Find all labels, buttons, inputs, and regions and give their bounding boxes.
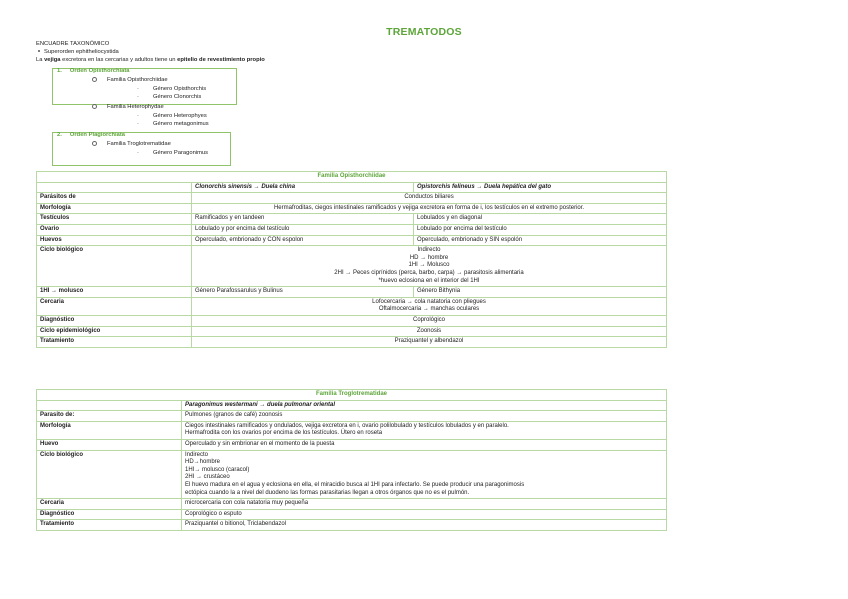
opisthorchiidae-table: [36, 171, 667, 348]
family2-line: Familia Heterophydae: [92, 104, 164, 111]
table-row: Diagnóstico Coprológico o esputo: [37, 509, 667, 520]
table-row: Diagnóstico Coprológico: [37, 315, 667, 326]
table-row: Testículos Ramificados y en tandeen Lobulados y en diagonal: [37, 214, 667, 225]
table-row: Morfología Hermafroditas, ciegos intestinales ramificados y vejiga excretora en forma de i, los testículos en el extremo posterior.: [37, 203, 667, 214]
table2-header: Familia Troglotrematidae: [37, 390, 667, 401]
table2-corner: [37, 400, 182, 411]
genus2b-line: · Género metagonimus: [137, 121, 209, 127]
table-row: Ciclo epidemiológico Zoonosis: [37, 326, 667, 337]
family3-line: Familia Troglotrematidae: [92, 141, 171, 148]
table2-subheader: Paragonimus westermani → duela pulmonar oriental: [182, 400, 667, 411]
genus2a-line: · Género Heterophyes: [137, 113, 207, 119]
table-row: Cercaria Lofocercaria → cola natatoria con pliegues Oftalmocercaria → manchas oculares: [37, 297, 667, 315]
table-row: Tratamiento Praziquantel o bitionol, Triclabendazol: [37, 520, 667, 531]
order1-line: 1. Orden Opisthorchiata: [57, 68, 130, 74]
bullet-icon: [38, 50, 40, 52]
table-row: Ciclo biológico Indirecto HD → hombre 1HI → Molusco 2HI → Peces ciprínidos (perca, barbo, carpa) → parasitosis alimentaria *huevo eclosiona en el interior del 1HI: [37, 246, 667, 287]
table-row: Cercaria microcercaria con cola natatoria muy pequeña: [37, 499, 667, 510]
table-row: Ciclo biológico Indirecto HD→hombre 1HI→ molusco (caracol) 2HI → crustáceo El huevo madura en el agua y eclosiona en ella, el miracidio busca al 1HI para infectarlo. Se puede producir una paragonimosis ectópica cuando la a nivel del duodeno las formas parasitarias llegan a otros órganos que no es el pulmón.: [37, 450, 667, 499]
troglotrematidae-table: [36, 389, 667, 531]
circle-bullet-icon: [92, 77, 97, 82]
circle-bullet-icon: [92, 141, 97, 146]
table-row: Huevo Operculado y sin embrionar en el momento de la puesta: [37, 439, 667, 450]
table-row: Parásitos de Conductos biliares: [37, 193, 667, 204]
table1-col1-header: Clonorchis sinensis → Duela china: [192, 182, 414, 193]
superorder-line: Superorden ephitheliocystida: [38, 49, 119, 56]
genus1b-line: · Género Clonorchis: [137, 94, 202, 100]
family1-line: Familia Opisthorchiidae: [92, 77, 168, 84]
genus3a-line: · Género Paragonimus: [137, 150, 209, 156]
table1-corner: [37, 182, 192, 193]
table-row: 1HI → molusco Género Parafossarulus y Bulinus Género Bithynia: [37, 287, 667, 298]
table-row: Tratamiento Praziquantel y albendazol: [37, 337, 667, 348]
table1-col2-header: Opistorchis felineus → Duela hepática del gato: [414, 182, 667, 193]
circle-bullet-icon: [92, 104, 97, 109]
genus1a-line: · Género Opisthorchis: [137, 86, 207, 92]
taxonomy-heading: ENCUADRE TAXONÓMICO: [36, 41, 110, 47]
page-title: TREMATODOS: [386, 26, 462, 38]
table-row: Parasito de: Pulmones (granos de café) zoonosis: [37, 411, 667, 422]
order2-line: 2. Orden Plagiorchiata: [57, 132, 125, 138]
table-row: Ovario Lobulado y por encima del testículo Lobulado por encima del testículo: [37, 224, 667, 235]
table-row: Huevos Operculado, embrionado y CON espolon Operculado, embrionado y SIN espolón: [37, 235, 667, 246]
table-row: Morfología Ciegos intestinales ramificados y ondulados, vejiga excretora en i, ovario polilobulado y testículos lobulados y en paralelo. Hermafrodita con los ovarios por encima de los testículos. Útero en roseta: [37, 421, 667, 439]
table1-header: Familia Opisthorchiidae: [37, 172, 667, 183]
vejiga-line: La vejiga excretora en las cercarias y adultos tiene un epitelio de revestimiento propio: [36, 57, 265, 63]
